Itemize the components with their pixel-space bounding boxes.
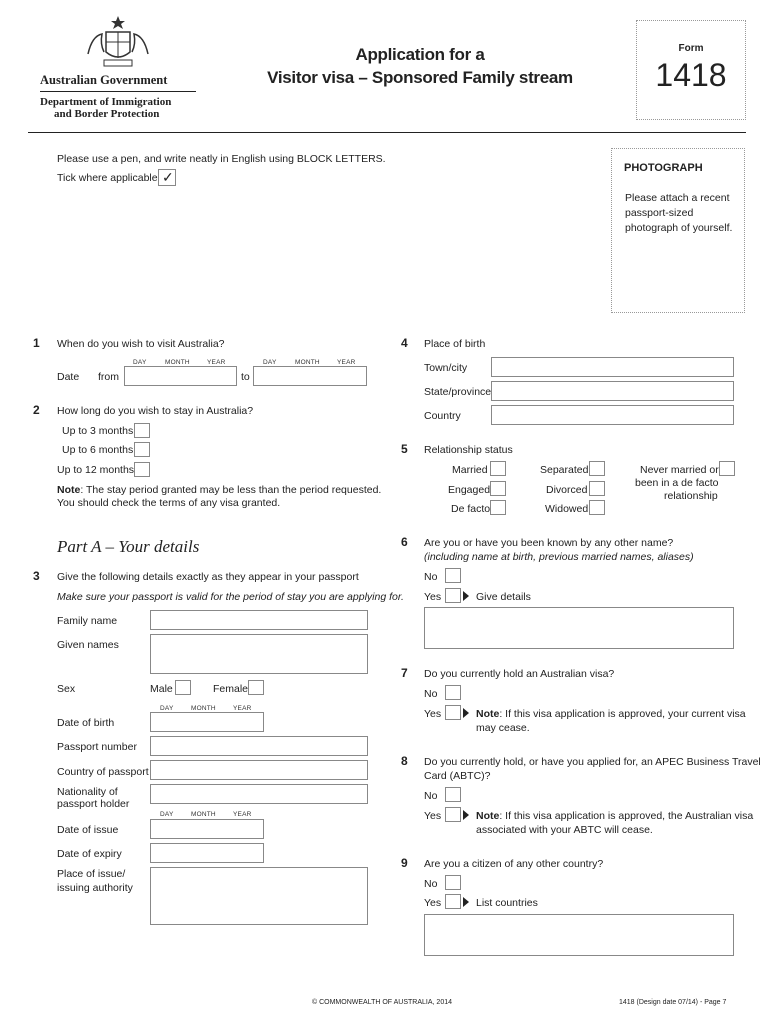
dept-line1: Department of Immigration bbox=[40, 96, 172, 108]
q2-note-text: : The stay period granted may be less than the period requested. bbox=[80, 484, 382, 496]
q2-note-line2: You should check the terms of any visa granted. bbox=[57, 497, 281, 509]
photograph-box bbox=[611, 148, 745, 313]
other-countries-field[interactable] bbox=[424, 914, 734, 956]
divorced-checkbox[interactable] bbox=[589, 481, 605, 496]
q5-question: Relationship status bbox=[424, 444, 513, 456]
footer-copyright: © COMMONWEALTH OF AUSTRALIA, 2014 bbox=[312, 999, 452, 1006]
q2-question: How long do you wish to stay in Australia? bbox=[57, 405, 254, 417]
separated-checkbox[interactable] bbox=[589, 461, 605, 476]
q6-yes-checkbox[interactable] bbox=[445, 588, 461, 603]
form-number-box bbox=[636, 20, 746, 120]
date-part-day: DAY bbox=[133, 359, 147, 366]
separated-label: Separated bbox=[540, 464, 589, 476]
q2-option2-label: Up to 6 months bbox=[62, 444, 134, 456]
date-part-month: MONTH bbox=[295, 359, 320, 366]
male-checkbox[interactable] bbox=[175, 680, 191, 695]
q1-from-label: from bbox=[98, 371, 119, 383]
q7-number: 7 bbox=[401, 666, 408, 680]
date-issue-field[interactable] bbox=[150, 819, 264, 839]
country-passport-label: Country of passport bbox=[57, 766, 149, 778]
passport-number-label: Passport number bbox=[57, 741, 137, 753]
q2-number: 2 bbox=[33, 403, 40, 417]
never-married-label1: Never married or bbox=[640, 464, 719, 476]
q3-number: 3 bbox=[33, 569, 40, 583]
family-name-label: Family name bbox=[57, 615, 118, 627]
female-checkbox[interactable] bbox=[248, 680, 264, 695]
q8-question-line1: Do you currently hold, or have you applied for, an APEC Business Travel bbox=[424, 756, 761, 768]
nationality-label2: passport holder bbox=[57, 798, 130, 810]
tick-example-box bbox=[158, 169, 176, 186]
q8-note-text: : If this visa application is approved, the Australian visa bbox=[499, 810, 754, 822]
q8-question-line2: Card (ABTC)? bbox=[424, 770, 491, 782]
dob-field[interactable] bbox=[150, 712, 264, 732]
q7-note-bold: Note bbox=[476, 708, 500, 720]
header-rule bbox=[28, 132, 746, 133]
date-part-month: MONTH bbox=[191, 705, 216, 712]
visit-from-date-field[interactable] bbox=[124, 366, 237, 386]
photo-text3: photograph of yourself. bbox=[625, 222, 733, 234]
q8-no-label: No bbox=[424, 790, 438, 802]
stay-6-months-checkbox[interactable] bbox=[134, 442, 150, 457]
footer-page: 1418 (Design date 07/14) - Page 7 bbox=[619, 999, 727, 1006]
q9-question: Are you a citizen of any other country? bbox=[424, 858, 604, 870]
given-names-label: Given names bbox=[57, 639, 119, 651]
family-name-field[interactable] bbox=[150, 610, 368, 630]
dept-line2: and Border Protection bbox=[54, 108, 160, 120]
q9-number: 9 bbox=[401, 856, 408, 870]
q8-yes-checkbox[interactable] bbox=[445, 807, 461, 822]
stay-3-months-checkbox[interactable] bbox=[134, 423, 150, 438]
never-married-label2: been in a de facto bbox=[635, 477, 719, 489]
q8-note bbox=[476, 810, 753, 822]
q6-subtext: (including name at birth, previous married names, aliases) bbox=[424, 551, 694, 563]
arrow-right-icon bbox=[463, 810, 469, 820]
female-label: Female bbox=[213, 683, 249, 695]
nationality-label1: Nationality of bbox=[57, 786, 118, 798]
q8-no-checkbox[interactable] bbox=[445, 787, 461, 802]
date-part-year: YEAR bbox=[207, 359, 226, 366]
q7-no-checkbox[interactable] bbox=[445, 685, 461, 700]
gov-name: Australian Government bbox=[40, 73, 168, 87]
coat-of-arms-logo bbox=[78, 14, 158, 72]
place-issue-field[interactable] bbox=[150, 867, 368, 925]
de-facto-checkbox[interactable] bbox=[490, 500, 506, 515]
date-part-year: YEAR bbox=[233, 811, 252, 818]
engaged-checkbox[interactable] bbox=[490, 481, 506, 496]
q9-no-checkbox[interactable] bbox=[445, 875, 461, 890]
q4-number: 4 bbox=[401, 336, 408, 350]
tick-label: Tick where applicable bbox=[57, 172, 158, 184]
widowed-checkbox[interactable] bbox=[589, 500, 605, 515]
check-icon: ✓ bbox=[162, 169, 174, 185]
q9-yes-checkbox[interactable] bbox=[445, 894, 461, 909]
date-part-day: DAY bbox=[160, 705, 174, 712]
arrow-right-icon bbox=[463, 708, 469, 718]
q7-yes-checkbox[interactable] bbox=[445, 705, 461, 720]
country-passport-field[interactable] bbox=[150, 760, 368, 780]
title-line1: Application for a bbox=[355, 45, 485, 64]
date-issue-label: Date of issue bbox=[57, 824, 119, 836]
q7-note-line2: may cease. bbox=[476, 722, 530, 734]
q3-question: Give the following details exactly as they appear in your passport bbox=[57, 571, 359, 583]
q9-list-label: List countries bbox=[476, 897, 538, 909]
dob-label: Date of birth bbox=[57, 717, 115, 729]
date-part-month: MONTH bbox=[191, 811, 216, 818]
q6-no-label: No bbox=[424, 571, 438, 583]
arrow-right-icon bbox=[463, 897, 469, 907]
arrow-right-icon bbox=[463, 591, 469, 601]
married-checkbox[interactable] bbox=[490, 461, 506, 476]
q7-no-label: No bbox=[424, 688, 438, 700]
state-field[interactable] bbox=[491, 381, 734, 401]
q7-yes-label: Yes bbox=[424, 708, 442, 720]
visit-to-date-field[interactable] bbox=[253, 366, 367, 386]
q7-question: Do you currently hold an Australian visa? bbox=[424, 668, 615, 680]
date-expiry-field[interactable] bbox=[150, 843, 264, 863]
q2-option1-label: Up to 3 months bbox=[62, 425, 134, 437]
sex-label: Sex bbox=[57, 683, 76, 695]
q7-note-text: : If this visa application is approved, your current visa bbox=[499, 708, 746, 720]
place-issue-label2: issuing authority bbox=[57, 882, 133, 894]
q6-yes-label: Yes bbox=[424, 591, 442, 603]
q2-note bbox=[57, 484, 381, 496]
engaged-label: Engaged bbox=[448, 484, 491, 496]
never-married-label3: relationship bbox=[664, 490, 718, 502]
q1-date-label: Date bbox=[57, 371, 80, 383]
date-part-year: YEAR bbox=[337, 359, 356, 366]
q2-note-bold: Note bbox=[57, 484, 81, 496]
title-line2: Visitor visa – Sponsored Family stream bbox=[267, 68, 573, 87]
country-label: Country bbox=[424, 410, 461, 422]
q6-no-checkbox[interactable] bbox=[445, 568, 461, 583]
de-facto-label: De facto bbox=[451, 503, 491, 515]
photo-text1: Please attach a recent bbox=[625, 192, 730, 204]
q8-note-line2: associated with your ABTC will cease. bbox=[476, 824, 653, 836]
form-number: 1418 bbox=[655, 57, 727, 93]
photo-text2: passport-sized bbox=[625, 207, 694, 219]
town-field[interactable] bbox=[491, 357, 734, 377]
q3-subtext: Make sure your passport is valid for the period of stay you are applying for. bbox=[57, 591, 404, 603]
place-issue-label1: Place of issue/ bbox=[57, 868, 126, 880]
q8-yes-label: Yes bbox=[424, 810, 442, 822]
q9-yes-label: Yes bbox=[424, 897, 442, 909]
date-part-day: DAY bbox=[263, 359, 277, 366]
photo-title: PHOTOGRAPH bbox=[624, 162, 703, 174]
q6-question: Are you or have you been known by any other name? bbox=[424, 537, 674, 549]
q4-question: Place of birth bbox=[424, 338, 486, 350]
part-a-title: Part A – Your details bbox=[57, 537, 200, 556]
widowed-label: Widowed bbox=[545, 503, 589, 515]
country-birth-field[interactable] bbox=[491, 405, 734, 425]
given-names-field[interactable] bbox=[150, 634, 368, 674]
form-label: Form bbox=[678, 43, 704, 54]
q8-number: 8 bbox=[401, 754, 408, 768]
date-part-year: YEAR bbox=[233, 705, 252, 712]
q2-option3-label: Up to 12 months bbox=[57, 464, 135, 476]
state-label: State/province bbox=[424, 386, 492, 398]
header-divider bbox=[40, 91, 196, 92]
q6-number: 6 bbox=[401, 535, 408, 549]
date-part-day: DAY bbox=[160, 811, 174, 818]
q8-note-bold: Note bbox=[476, 810, 500, 822]
passport-number-field[interactable] bbox=[150, 736, 368, 756]
male-label: Male bbox=[150, 683, 173, 695]
other-names-field[interactable] bbox=[424, 607, 734, 649]
divorced-label: Divorced bbox=[546, 484, 588, 496]
date-part-month: MONTH bbox=[165, 359, 190, 366]
q1-question: When do you wish to visit Australia? bbox=[57, 338, 225, 350]
stay-12-months-checkbox[interactable] bbox=[134, 462, 150, 477]
date-expiry-label: Date of expiry bbox=[57, 848, 122, 860]
married-label: Married bbox=[452, 464, 488, 476]
q9-no-label: No bbox=[424, 878, 438, 890]
instruction-text: Please use a pen, and write neatly in English using BLOCK LETTERS. bbox=[57, 153, 386, 165]
nationality-field[interactable] bbox=[150, 784, 368, 804]
q1-number: 1 bbox=[33, 336, 40, 350]
q6-give-details-label: Give details bbox=[476, 591, 531, 603]
never-married-checkbox[interactable] bbox=[719, 461, 735, 476]
q5-number: 5 bbox=[401, 442, 408, 456]
town-label: Town/city bbox=[424, 362, 468, 374]
q1-to-label: to bbox=[241, 371, 250, 383]
q7-note bbox=[476, 708, 746, 720]
